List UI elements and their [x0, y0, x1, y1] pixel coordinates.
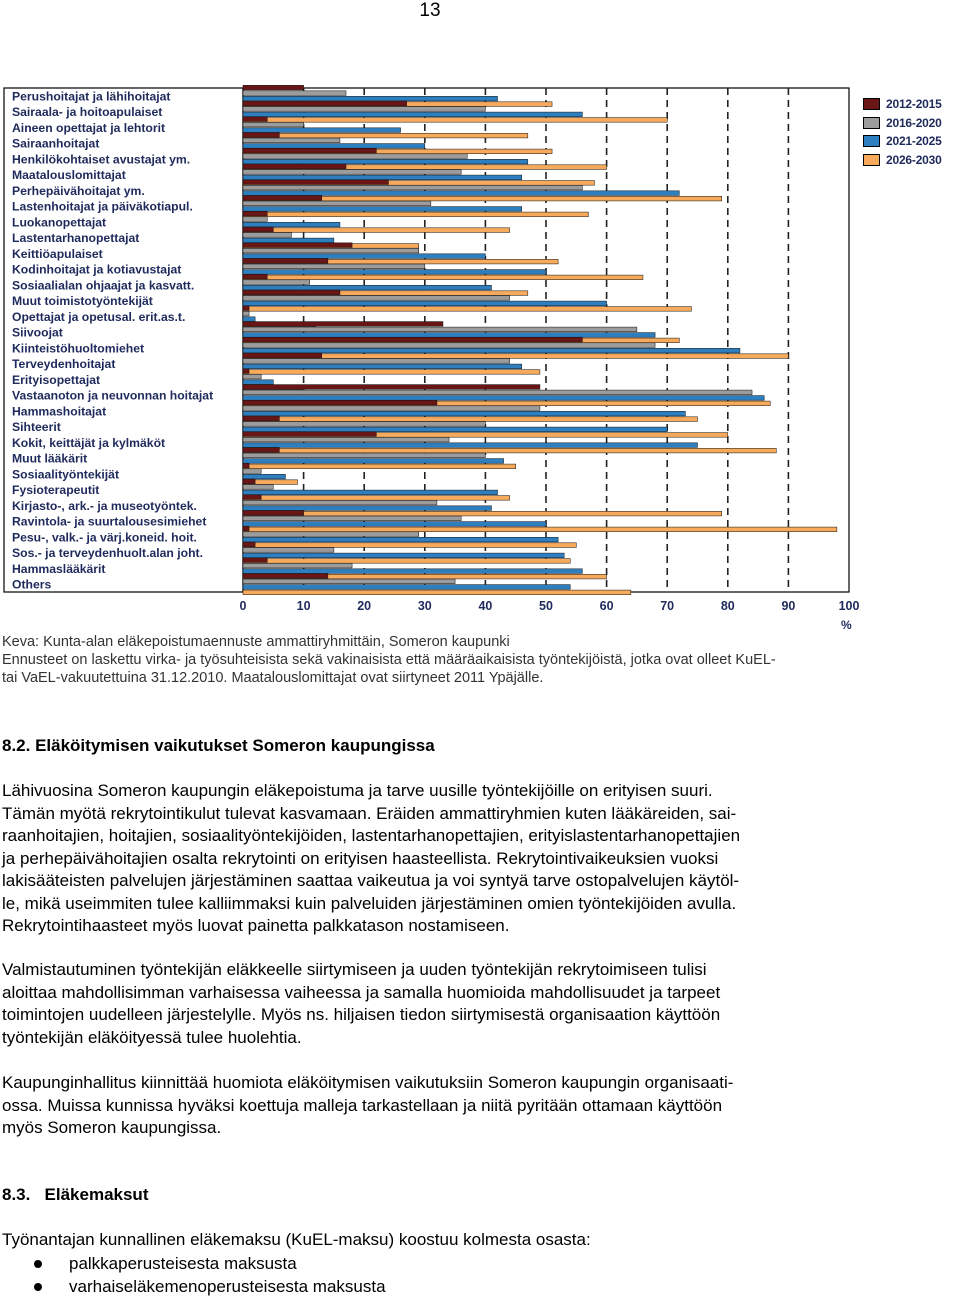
bar [243, 85, 304, 90]
paragraph [2, 780, 957, 938]
category-label: Sosiaalialan ohjaajat ja kasvatt. [12, 278, 195, 293]
bar [243, 527, 837, 532]
bar [243, 411, 685, 416]
bar [243, 432, 376, 437]
category-label: Perhepäivähoitajat ym. [12, 183, 145, 198]
bar [243, 506, 491, 511]
bar [243, 585, 570, 590]
bar [243, 354, 788, 359]
bar [243, 144, 425, 149]
bar [243, 254, 485, 259]
category-label: Siivoojat [12, 325, 63, 340]
legend-swatch-1 [863, 117, 880, 129]
legend-swatch-0 [863, 98, 880, 110]
bar [243, 574, 328, 579]
text-line: toimintojen uudelleen järjestelylle. Myös ns. hiljaisen tiedon siirtymisestä organisaation käyttöön [2, 1005, 721, 1024]
bar [243, 364, 522, 369]
bar [243, 469, 261, 474]
bar [243, 464, 516, 469]
bullet-icon [34, 1283, 42, 1291]
text-line: Lähivuosina Someron kaupungin eläkepoistuma ja tarve uusille työntekijöille on erityisen suuri. [2, 781, 713, 800]
legend-label: 2016-2020 [886, 115, 942, 130]
x-tick-label: 20 [357, 599, 372, 613]
text-line: työntekijän eläköityessä tulee huolehtia. [2, 1027, 302, 1047]
bar [243, 296, 510, 301]
bar [243, 526, 249, 531]
bar [243, 511, 722, 516]
bar [243, 238, 334, 243]
bar [243, 542, 255, 547]
category-label-panel [4, 88, 243, 592]
text-line: ossa. Muissa kunnissa hyväksi koettuja malleja tarkastellaan ja niitä pyritään ottamaan käyttöön [2, 1095, 723, 1115]
bar [243, 406, 540, 411]
category-label: Kirjasto-, ark.- ja museotyöntek. [12, 498, 197, 513]
category-label: Kokit, keittäjät ja kylmäköt [12, 435, 166, 450]
bar [243, 148, 376, 153]
category-label: Aineen opettajat ja lehtorit [12, 120, 166, 135]
chart-legend [863, 95, 942, 169]
bar [243, 91, 346, 96]
bar [243, 259, 328, 264]
category-label: Hammashoitajat [12, 404, 107, 419]
bar [243, 558, 267, 563]
bar [243, 522, 546, 527]
text-line: Tämän myötä rekrytointikulut tulevat kasvamaan. Eräiden ammattiryhmien kuten lääkäreiden, sai- [2, 803, 737, 823]
x-tick-label: 10 [296, 599, 311, 613]
list-item-text: palkkaperusteisesta maksusta [69, 1254, 297, 1273]
bar [243, 228, 510, 233]
bar [243, 164, 346, 169]
bar [243, 490, 498, 495]
bar [243, 374, 261, 379]
x-tick-label: 40 [478, 599, 493, 613]
bar [243, 307, 691, 312]
category-label: Keittiöapulaiset [12, 246, 103, 261]
legend-item [863, 132, 942, 151]
bar [243, 270, 546, 275]
category-label: Hammaslääkärit [12, 561, 106, 576]
bar [243, 396, 764, 401]
category-label: Vastaanoton ja neuvonnan hoitajat [12, 388, 214, 403]
bar [243, 301, 607, 306]
bar [243, 275, 643, 280]
list-item [0, 1275, 386, 1298]
list-item [0, 1252, 386, 1275]
bar [243, 532, 419, 537]
bar [243, 459, 504, 464]
category-label: Maatalouslomittajat [12, 168, 126, 183]
legend-item [863, 95, 942, 114]
bar [243, 322, 443, 327]
text-line: Rekrytointihaasteet myös luovat painetta palkkatason nostamiseen. [2, 916, 510, 935]
legend-swatch-3 [863, 154, 880, 166]
bar [243, 417, 698, 422]
bar [243, 500, 437, 505]
bar [243, 559, 570, 564]
bar [243, 196, 322, 201]
bar [243, 416, 279, 421]
section-heading-8-3 [2, 1184, 148, 1206]
category-label: Henkilökohtaiset avustajat ym. [12, 152, 191, 167]
bar [243, 448, 279, 453]
category-label: Others [12, 577, 52, 592]
category-label: Muut lääkärit [12, 451, 88, 466]
bar [243, 180, 388, 185]
bar [243, 101, 407, 106]
x-tick-label: 30 [417, 599, 432, 613]
legend-label: 2021-2025 [886, 134, 942, 149]
bar [243, 207, 522, 212]
category-label: Sihteerit [12, 420, 61, 435]
bar [243, 311, 249, 316]
bar [243, 380, 273, 385]
page-number: 13 [419, 0, 441, 21]
bar [243, 390, 752, 395]
bar [243, 548, 334, 553]
x-tick-label: 0 [239, 599, 247, 613]
bar [243, 227, 273, 232]
text-line: Kaupunginhallitus kiinnittää huomiota eläköitymisen vaikutuksiin Someron kaupungin organisaati- [2, 1073, 734, 1092]
category-label: Erityisopettajat [12, 372, 101, 387]
category-label: Lastenhoitajat ja päiväkotiapul. [12, 199, 193, 214]
bar [243, 159, 528, 164]
text-line: Valmistautuminen työntekijän eläkkeelle siirtymiseen ja uuden työntekijän rekrytoimiseen tulisi [2, 960, 707, 979]
bar [243, 496, 510, 501]
bar [243, 117, 267, 122]
caption-line: Keva: Kunta-alan eläkepoistumaennuste ammattiryhmittäin, Someron kaupunki [2, 634, 510, 650]
bar [243, 274, 267, 279]
bar [243, 448, 776, 453]
bar [243, 353, 322, 358]
category-label: Muut toimistotyöntekijät [12, 294, 153, 309]
bar [243, 579, 455, 584]
paragraph [2, 1072, 957, 1140]
bar [243, 463, 249, 468]
caption-line: Ennusteet on laskettu virka- ja työsuhteisista sekä vakinaisista että määräaikaisista työntekijöistä, jotka ovat olleet KuEL- [2, 652, 776, 668]
text-line: raanhoitajien, hoitajien, sosiaalityöntekijöiden, lastentarhanopettajien, erityislastentarhanopettajien [2, 826, 741, 845]
bar [243, 590, 631, 595]
bar [243, 217, 267, 222]
bar [243, 511, 304, 516]
x-tick-label: 90 [781, 599, 796, 613]
caption-line: tai VaEL-vakuutettuina 31.12.2010. Maatalouslomittajat ovat siirtyneet 2011 Ypäjälle. [2, 670, 544, 686]
bar [243, 107, 485, 112]
bar [243, 280, 310, 285]
bar [243, 479, 255, 484]
legend-item [863, 114, 942, 133]
bar [243, 306, 249, 311]
bar [243, 185, 582, 190]
bar [243, 233, 291, 238]
x-tick-label: 60 [599, 599, 614, 613]
bar [243, 437, 449, 442]
text-line: myös Someron kaupungissa. [2, 1118, 222, 1137]
bar [243, 96, 498, 101]
bar [243, 359, 510, 364]
legend-swatch-2 [863, 135, 880, 147]
bar [243, 443, 698, 448]
x-tick-label: 100 [838, 599, 860, 613]
bar [243, 337, 582, 342]
bar [243, 385, 540, 390]
bar [243, 201, 431, 206]
category-label: Kodinhoitajat ja kotiavustajat [12, 262, 182, 277]
bar [243, 211, 267, 216]
bar [243, 370, 540, 375]
bar [243, 285, 491, 290]
bar [243, 170, 461, 175]
x-unit-label: % [841, 618, 852, 630]
bar [243, 422, 485, 427]
bar [243, 563, 352, 568]
text-line: lakisääteisten palvelujen järjestäminen saattaa vaikeutua ja voi syntyä tarve ostopalvelujen käytöl- [2, 871, 740, 890]
bar [243, 348, 740, 353]
bar [243, 118, 667, 123]
category-label: Sosiaalityöntekijät [12, 467, 120, 482]
bar [243, 175, 522, 180]
category-label: Terveydenhoitajat [12, 357, 116, 372]
section-number: 8.3. [2, 1185, 31, 1204]
section-title: Eläkemaksut [44, 1185, 149, 1204]
bar [243, 133, 279, 138]
category-label: Luokanopettajat [12, 215, 107, 230]
bar [243, 264, 425, 269]
bar [243, 343, 655, 348]
x-tick-label: 70 [660, 599, 675, 613]
bar [243, 128, 401, 133]
category-label: Sairaanhoitajat [12, 136, 100, 151]
section-heading-8-2: 8.2. Eläköitymisen vaikutukset Someron kaupungissa [2, 736, 435, 755]
bar [243, 543, 576, 548]
bar [243, 317, 255, 322]
category-label: Kiinteistöhuoltomiehet [12, 341, 145, 356]
bullet-icon [34, 1260, 42, 1268]
bar [243, 369, 249, 374]
category-label: Lastentarhanopettajat [12, 231, 140, 246]
legend-label: 2012-2015 [886, 97, 942, 112]
bar [243, 333, 655, 338]
bar [243, 537, 558, 542]
category-label: Perushoitajat ja lähihoitajat [12, 89, 171, 104]
bullet-list [0, 1252, 386, 1298]
bar [243, 327, 637, 332]
bar [243, 400, 437, 405]
retirement-forecast-chart [0, 84, 960, 630]
x-tick-label: 80 [720, 599, 735, 613]
bar [243, 112, 582, 117]
bar [243, 248, 419, 253]
legend-label: 2026-2030 [886, 152, 942, 167]
bar [243, 474, 285, 479]
bar [243, 553, 564, 558]
category-label: Sairaala- ja hoitoapulaiset [12, 105, 163, 120]
bar [243, 154, 467, 159]
paragraph: Työnantajan kunnallinen eläkemaksu (KuEL-maksu) koostuu kolmesta osasta: [2, 1230, 591, 1249]
x-axis-ticks [240, 599, 860, 630]
bar [243, 427, 667, 432]
text-line: ja perhepäivähoitajien osalta rekrytointi on erityisen haasteellista. Rekrytointivaikeuksien vuoksi [2, 848, 719, 868]
x-tick-label: 50 [539, 599, 553, 613]
bar [243, 122, 304, 127]
paragraph [2, 959, 957, 1049]
category-label: Pesu-, valk.- ja värj.koneid. hoit. [12, 530, 197, 545]
bar [243, 569, 582, 574]
bar [243, 516, 461, 521]
bar [243, 495, 261, 500]
bar [243, 222, 340, 227]
bar [243, 290, 340, 295]
category-label: Ravintola- ja suurtalousesimiehet [12, 514, 207, 529]
legend-item [863, 151, 942, 170]
list-item-text: varhaiseläkemenoperusteisesta maksusta [69, 1277, 386, 1296]
category-label: Sos.- ja terveydenhuolt.alan joht. [12, 546, 203, 561]
text-line: le, mikä useimmiten tulee kalliimmaksi kuin palveluiden järjestäminen omien työntekijöiden avulla. [2, 893, 737, 913]
bar [243, 243, 352, 248]
figure-caption [2, 633, 952, 687]
bar [243, 485, 273, 490]
text-line: aloittaa mahdollisimman varhaisessa vaiheessa ja samalla huomioida mahdollisuudet ja tarpeet [2, 982, 721, 1002]
category-label: Opettajat ja opetusal. erit.as.t. [12, 309, 186, 324]
bar [243, 212, 588, 217]
bar [243, 453, 485, 458]
category-label: Fysioterapeutit [12, 483, 100, 498]
bar [243, 138, 340, 143]
bar [243, 191, 679, 196]
bar [243, 133, 528, 138]
